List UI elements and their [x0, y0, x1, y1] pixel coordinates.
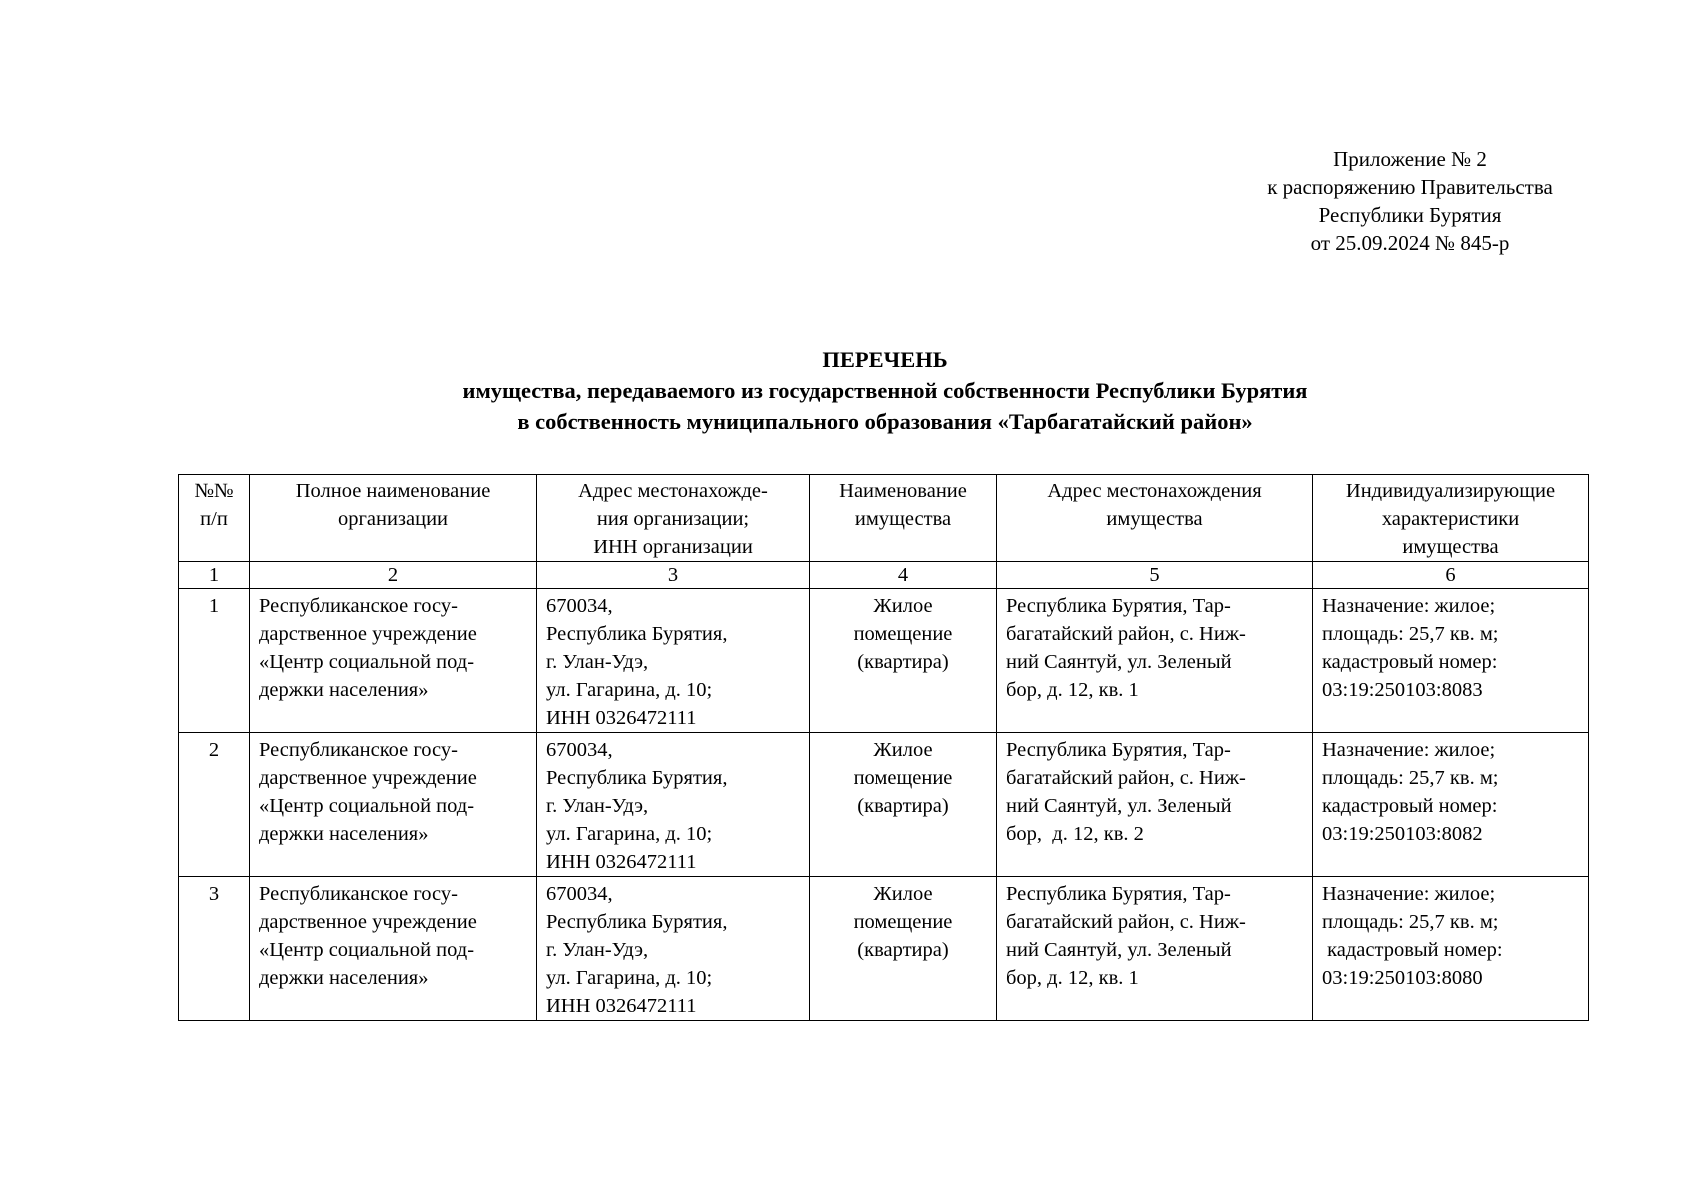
column-number: 2 [250, 562, 537, 589]
appendix-header [1240, 145, 1580, 257]
appendix-date-number: от 25.09.2024 № 845-р [1310, 231, 1510, 255]
asset-name-cell: Жилое помещение (квартира) [810, 877, 997, 1021]
header-cell-number: №№ п/п [179, 475, 250, 562]
header-cell-asset-address: Адрес местонахождения имущества [997, 475, 1313, 562]
column-number: 1 [179, 562, 250, 589]
appendix-issuer: Республики Бурятия [1318, 203, 1502, 227]
header-cell-characteristics: Индивидуализирующие характеристики имущества [1313, 475, 1589, 562]
asset-address-cell: Республика Бурятия, Тар- багатайский район, с. Ниж- ний Саянтуй, ул. Зеленый бор, д. 12, кв. 1 [997, 877, 1313, 1021]
title-subtitle-line-1: имущества, передаваемого из государственной собственности Республики Бурятия [462, 378, 1308, 403]
title-heading: ПЕРЕЧЕНЬ [822, 347, 948, 372]
column-number: 6 [1313, 562, 1589, 589]
row-number-cell: 2 [179, 733, 250, 877]
table-header-row [179, 475, 1589, 562]
organization-address-cell: 670034, Республика Бурятия, г. Улан-Удэ, ул. Гагарина, д. 10; ИНН 0326472111 [537, 877, 810, 1021]
appendix-order-reference: к распоряжению Правительства [1267, 175, 1553, 199]
header-cell-organization-address: Адрес местонахожде- ния организации; ИНН организации [537, 475, 810, 562]
table-row [179, 733, 1589, 877]
document-title [180, 344, 1590, 437]
title-subtitle-line-2: в собственность муниципального образования «Тарбагатайский район» [517, 409, 1253, 434]
organization-name-cell: Республиканское госу- дарственное учреждение «Центр социальной под- держки населения» [250, 877, 537, 1021]
table-row [179, 589, 1589, 733]
asset-name-cell: Жилое помещение (квартира) [810, 733, 997, 877]
header-cell-organization: Полное наименование организации [250, 475, 537, 562]
organization-name-cell: Республиканское госу- дарственное учреждение «Центр социальной под- держки населения» [250, 589, 537, 733]
organization-name-cell: Республиканское госу- дарственное учреждение «Центр социальной под- держки населения» [250, 733, 537, 877]
column-number: 3 [537, 562, 810, 589]
row-number-cell: 3 [179, 877, 250, 1021]
row-number-cell: 1 [179, 589, 250, 733]
column-number-row [179, 562, 1589, 589]
column-number: 4 [810, 562, 997, 589]
appendix-number: Приложение № 2 [1333, 147, 1487, 171]
characteristics-cell: Назначение: жилое; площадь: 25,7 кв. м; кадастровый номер: 03:19:250103:8083 [1313, 589, 1589, 733]
table-row [179, 877, 1589, 1021]
header-cell-asset-name: Наименование имущества [810, 475, 997, 562]
characteristics-cell: Назначение: жилое; площадь: 25,7 кв. м; кадастровый номер: 03:19:250103:8082 [1313, 733, 1589, 877]
property-table [178, 474, 1589, 1021]
organization-address-cell: 670034, Республика Бурятия, г. Улан-Удэ, ул. Гагарина, д. 10; ИНН 0326472111 [537, 589, 810, 733]
characteristics-cell: Назначение: жилое; площадь: 25,7 кв. м; кадастровый номер: 03:19:250103:8080 [1313, 877, 1589, 1021]
asset-address-cell: Республика Бурятия, Тар- багатайский район, с. Ниж- ний Саянтуй, ул. Зеленый бор, д. 12, кв. 2 [997, 733, 1313, 877]
asset-name-cell: Жилое помещение (квартира) [810, 589, 997, 733]
asset-address-cell: Республика Бурятия, Тар- багатайский район, с. Ниж- ний Саянтуй, ул. Зеленый бор, д. 12, кв. 1 [997, 589, 1313, 733]
organization-address-cell: 670034, Республика Бурятия, г. Улан-Удэ, ул. Гагарина, д. 10; ИНН 0326472111 [537, 733, 810, 877]
column-number: 5 [997, 562, 1313, 589]
